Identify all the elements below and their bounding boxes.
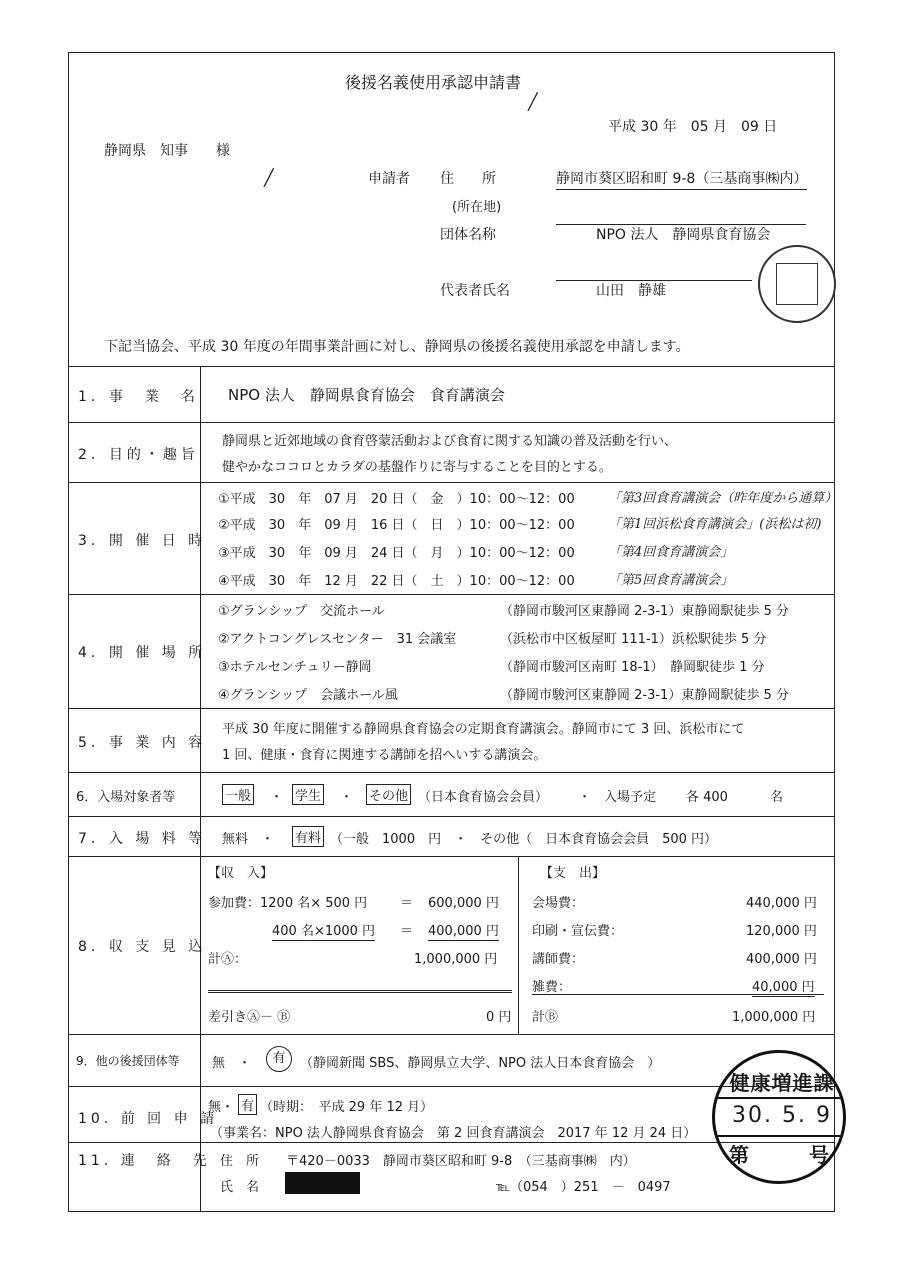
total-double-line	[208, 990, 512, 993]
intro-text: 下記当協会、平成 30 年度の年間事業計画に対し、静岡県の後援名義使用承認を申請します。	[104, 339, 690, 355]
stamp-divider	[715, 1097, 846, 1099]
check-mark: ╱	[264, 168, 274, 187]
row-label: 2．目的・趣旨	[78, 447, 199, 463]
expense-value: 120,000 円	[746, 924, 817, 939]
row-divider	[68, 594, 835, 595]
support-yes-circled: 有	[266, 1046, 292, 1072]
option-general: 一般	[222, 784, 254, 805]
rep-label: 代表者氏名	[440, 283, 510, 299]
support-none: 無 ・	[212, 1056, 252, 1071]
planned-label: ・ 入場予定	[578, 790, 657, 805]
row-label: 11. 連 絡 先	[78, 1153, 211, 1169]
address-label: 住 所	[440, 171, 496, 187]
address-sub-label: (所在地)	[452, 200, 502, 215]
option-student: 学生	[292, 784, 324, 805]
organization-seal	[758, 245, 836, 323]
venue-name: ②アクトコングレスセンター 31 会議室	[218, 632, 457, 647]
row-divider	[68, 772, 835, 773]
expense-total-value: 1,000,000 円	[732, 1010, 816, 1025]
equals: ＝	[400, 924, 414, 939]
difference-label: 差引きⒶ－ Ⓑ	[208, 1010, 291, 1025]
contact-name-label: 氏 名	[220, 1180, 260, 1195]
row-divider	[68, 708, 835, 709]
income-value: 600,000 円	[428, 896, 499, 911]
seal-inner	[776, 263, 818, 305]
expense-total-label: 計Ⓑ	[532, 1010, 559, 1025]
venue-name: ③ホテルセンチュリー静岡	[218, 660, 372, 675]
redacted-name	[285, 1172, 360, 1194]
other-detail: （日本食育協会会員）	[418, 790, 549, 805]
expense-value: 440,000 円	[746, 896, 817, 911]
previous-event: （事業名：NPO 法人静岡県食育協会 第 2 回食育講演会 2017 年 12 月 24 日）	[210, 1126, 697, 1141]
table-top-border	[68, 366, 835, 367]
handwritten-note: 「第4回食育講演会」	[608, 545, 734, 560]
row-label: 4．開 催 場 所	[78, 645, 207, 661]
expense-heading: 【支 出】	[540, 866, 606, 881]
schedule-item: ②平成 30 年 09 月 16 日（ 日 ）10：00～12：00	[218, 518, 575, 533]
label-column-divider	[200, 366, 201, 1212]
income-item: 参加費：1200 名× 500 円	[208, 896, 368, 911]
row-label: 1．事 業 名	[78, 389, 199, 405]
row-label: 7．入 場 料 等	[78, 831, 207, 847]
support-detail: （静岡新聞 SBS、静岡県立大学、NPO 法人日本食育協会 ）	[300, 1056, 661, 1071]
addressee: 静岡県 知事 様	[104, 143, 230, 159]
org-name: NPO 法人 静岡県食育協会	[596, 227, 771, 243]
row-label: 10. 前 回 申 請	[78, 1111, 219, 1127]
income-total-label: 計Ⓐ：	[208, 952, 248, 967]
difference-value: 0 円	[486, 1010, 512, 1025]
expense-value: 40,000 円	[752, 976, 815, 997]
row-label: 8．収 支 見 込	[78, 939, 207, 955]
applicant-address: 静岡市葵区昭和町 9-8（三基商事㈱内）	[556, 168, 807, 190]
venue-name: ①グランシップ 交流ホール	[218, 604, 385, 619]
venue-name: ④グランシップ 会議ホール風	[218, 688, 398, 703]
schedule-item: ④平成 30 年 12 月 22 日（ 土 ）10：00～12：00	[218, 574, 575, 589]
row-label: 3．開 催 日 時	[78, 533, 207, 549]
row-label: 6．入場対象者等	[76, 790, 176, 805]
event-name: NPO 法人 静岡県食育協会 食育講演会	[228, 386, 505, 404]
income-heading: 【収 入】	[208, 866, 274, 881]
planned-value: 各 400	[686, 790, 728, 805]
previous-yes: 有	[238, 1094, 257, 1115]
expense-label: 雑費：	[532, 980, 572, 995]
previous-period: （時期： 平成 29 年 12 月）	[260, 1100, 434, 1115]
venue-address: （浜松市中区板屋町 111-1）浜松駅徒歩 5 分	[500, 632, 767, 647]
schedule-item: ③平成 30 年 09 月 24 日（ 月 ）10：00～12：00	[218, 546, 575, 561]
equals: ＝	[400, 896, 414, 911]
venue-address: （静岡市駿河区南町 18-1） 静岡駅徒歩 1 分	[500, 660, 765, 675]
applicant-label: 申請者	[368, 171, 410, 187]
contact-address: 〒420－0033 静岡市葵区昭和町 9-8 （三基商事㈱ 内）	[286, 1154, 636, 1169]
stamp-department: 健康増進課	[729, 1071, 835, 1095]
fee-detail: （一般 1000 円 ・ その他（ 日本食育協会会員 500 円）	[330, 832, 718, 847]
check-mark: ╱	[528, 92, 538, 111]
handwritten-note: 「第1回浜松食育講演会」(浜松は初)	[608, 517, 822, 532]
contact-tel: ℡（054 ）251 － 0497	[496, 1180, 671, 1195]
separator: ・	[340, 790, 354, 805]
handwritten-note: 「第5回食育講演会」	[608, 573, 734, 588]
expense-label: 印刷・宣伝費：	[532, 924, 624, 939]
option-other: その他	[366, 784, 411, 805]
row-divider	[68, 856, 835, 857]
row-divider	[68, 1034, 835, 1035]
income-total-value: 1,000,000 円	[414, 952, 498, 967]
row-divider	[68, 422, 835, 423]
venue-address: （静岡市駿河区東静岡 2-3-1）東静岡駅徒歩 5 分	[500, 604, 789, 619]
income-item: 400 名×1000 円	[272, 920, 375, 941]
stamp-divider	[715, 1135, 846, 1137]
schedule-item: ①平成 30 年 07 月 20 日（ 金 ）10：00～12：00	[218, 492, 575, 507]
planned-unit: 名	[770, 790, 784, 805]
expense-label: 会場費：	[532, 896, 585, 911]
fee-paid: 有料	[292, 826, 324, 847]
purpose-line: 健やかなココロとカラダの基盤作りに寄与することを目的とする。	[222, 460, 612, 475]
contact-address-label: 住 所	[220, 1154, 260, 1169]
row-label: 5．事 業 内 容	[78, 735, 207, 751]
handwritten-note: 「第3回食育講演会（昨年度から通算）	[608, 491, 838, 506]
row-label: 9．他の後援団体等	[76, 1054, 180, 1068]
form-title: 後援名義使用承認申請書	[345, 73, 522, 92]
content-line: 平成 30 年度に開催する静岡県食育協会の定期食育講演会。静岡市にて 3 回、浜松市にて	[222, 722, 745, 737]
income-value: 400,000 円	[428, 920, 499, 941]
stamp-number: 第 号	[729, 1143, 829, 1167]
expense-label: 講師費：	[532, 952, 585, 967]
receipt-stamp	[712, 1050, 846, 1184]
row-divider	[68, 816, 835, 817]
stamp-date: 30. 5. 9	[732, 1103, 832, 1128]
fee-free: 無料 ・	[222, 832, 275, 847]
content-line: 1 回、健康・食育に関連する講師を招へいする講演会。	[222, 748, 547, 763]
org-label: 団体名称	[440, 227, 496, 243]
expense-value: 400,000 円	[746, 952, 817, 967]
venue-address: （静岡市駿河区東静岡 2-3-1）東静岡駅徒歩 5 分	[500, 688, 789, 703]
separator: ・	[270, 790, 284, 805]
previous-none: 無・	[208, 1100, 235, 1115]
expense-total-line	[532, 994, 824, 995]
budget-column-divider	[518, 856, 519, 1034]
purpose-line: 静岡県と近郊地域の食育啓蒙活動および食育に関する知識の普及活動を行い、	[222, 434, 678, 449]
rep-name: 山田 静雄	[596, 283, 666, 299]
row-divider	[68, 482, 835, 483]
application-date: 平成 30 年 05 月 09 日	[608, 119, 778, 135]
